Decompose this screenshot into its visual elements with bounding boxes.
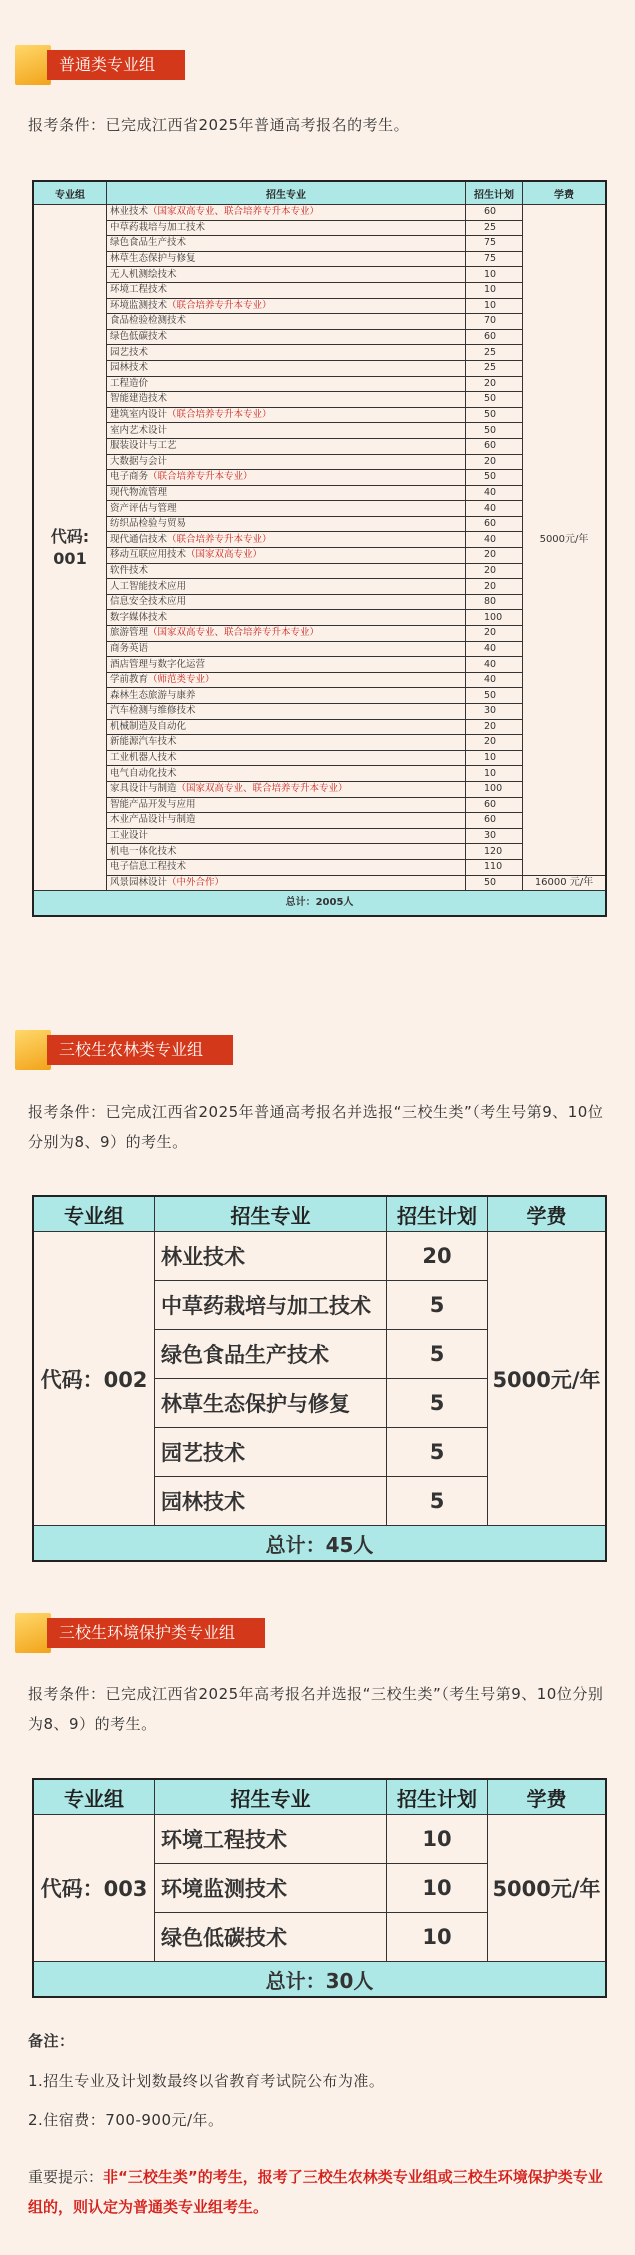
major-cell [107,719,466,735]
major-name: 商务英语 [110,642,149,654]
major-cell [107,844,466,860]
major-name: 绿色食品生产技术 [110,237,187,249]
major-cell [107,454,466,470]
section1-total: 总计：2005人 [33,891,606,917]
quota-cell: 10 [387,1815,488,1864]
table-row [33,704,606,720]
major-cell [107,282,466,298]
section2-total: 总计：45人 [33,1526,606,1562]
major-name: 现代物流管理 [110,486,168,498]
major-cell [107,797,466,813]
quota-cell: 50 [466,470,523,486]
table-row [33,813,606,829]
quota-cell: 40 [466,532,523,548]
table-row [33,470,606,486]
major-cell [107,267,466,283]
major-name: 智能产品开发与应用 [110,798,196,810]
major-name: 纺织品检验与贸易 [110,518,187,530]
major-cell [107,345,466,361]
table-row [33,828,606,844]
major-cell [107,532,466,548]
table-row [33,750,606,766]
quota-cell: 40 [466,657,523,673]
major-name: 无人机测绘技术 [110,268,177,280]
header-group: 专业组 [33,1779,155,1815]
major-name: 人工智能技术应用 [110,580,187,592]
major-note: （国家双高专业） [186,549,263,561]
tip-text: 非“三校生类”的考生，报考了三校生农林类专业组或三校生环境保护类专业组的，则认定为普通类专业组考生。 [28,2168,603,2216]
quota-cell: 20 [466,454,523,470]
major-cell [107,516,466,532]
table-row [33,641,606,657]
major-name: 机电一体化技术 [110,845,177,857]
table-row [33,407,606,423]
table-row [33,236,606,252]
table-row [33,844,606,860]
major-name: 汽车检测与维修技术 [110,705,196,717]
tip-lead: 重要提示： [28,2168,104,2186]
major-cell [107,828,466,844]
table-row [33,610,606,626]
table-row [33,626,606,642]
note-item: 2.住宿费：700-900元/年。 [28,2111,224,2129]
major-cell [107,501,466,517]
section1-table [32,180,607,917]
fee-cell: 16000 元/年 [523,875,607,891]
quota-cell: 100 [466,781,523,797]
quota-cell: 60 [466,438,523,454]
major-name: 酒店管理与数字化运营 [110,658,206,670]
major-name: 电子商务 [110,471,149,483]
quota-cell: 50 [466,423,523,439]
major-cell [107,360,466,376]
table-row [33,220,606,236]
major-cell [107,298,466,314]
table-row [33,392,606,408]
major-name: 大数据与会计 [110,455,168,467]
major-note: （中外合作） [167,876,225,888]
table-row [33,797,606,813]
header-quota: 招生计划 [466,181,523,205]
section2-condition: 报考条件：已完成江西省2025年普通高考报名并选报“三校生类”（考生号第9、10位分别为8、9）的考生。 [28,1103,604,1151]
major-name: 资产评估与管理 [110,502,177,514]
major-name: 森林生态旅游与康养 [110,689,196,701]
table-row [33,376,606,392]
section3-condition: 报考条件：已完成江西省2025年高考报名并选报“三校生类”（考生号第9、10位分别为8、9）的考生。 [28,1685,604,1733]
quota-cell: 25 [466,220,523,236]
quota-cell: 60 [466,813,523,829]
table-row [33,688,606,704]
major-name: 风景园林设计 [110,876,168,888]
major-note: （国家双高专业、联合培养专升本专业） [176,783,348,795]
quota-cell: 20 [466,563,523,579]
quota-cell: 70 [466,314,523,330]
major-name: 软件技术 [110,564,149,576]
major-name: 室内艺术设计 [110,424,168,436]
major-cell: 环境监测技术 [155,1864,387,1913]
quota-cell: 10 [387,1913,488,1962]
quota-cell: 110 [466,859,523,875]
major-cell [107,704,466,720]
quota-cell: 40 [466,501,523,517]
quota-cell: 40 [466,485,523,501]
table-row [33,579,606,595]
quota-cell: 10 [466,267,523,283]
header-group: 专业组 [33,181,107,205]
quota-cell: 5 [387,1428,488,1477]
header-fee: 学费 [523,181,607,205]
quota-cell: 20 [466,735,523,751]
group-code-value: 001 [53,548,87,568]
header-fee: 学费 [488,1779,607,1815]
table-row [33,766,606,782]
major-cell [107,875,466,891]
section3-title: 三校生环境保护类专业组 [47,1618,265,1648]
major-cell [107,766,466,782]
major-note: （联合培养专升本专业） [167,533,272,545]
major-cell [107,813,466,829]
major-cell [107,672,466,688]
section2-table [32,1195,607,1562]
table-row [33,251,606,267]
quota-cell: 100 [466,610,523,626]
notes-title: 备注： [28,2032,75,2050]
major-cell [107,392,466,408]
table-row [33,454,606,470]
quota-cell: 60 [466,329,523,345]
major-cell [107,376,466,392]
table-row [33,423,606,439]
major-cell [107,579,466,595]
major-cell [107,641,466,657]
major-cell [107,563,466,579]
major-name: 园林技术 [110,362,149,374]
group-code-cell: 代码：003 [33,1815,155,1962]
table-row [33,781,606,797]
major-cell [107,251,466,267]
major-cell: 林草生态保护与修复 [155,1379,387,1428]
section-marker-icon [15,45,51,85]
quota-cell: 50 [466,688,523,704]
quota-cell: 10 [466,766,523,782]
table-row [33,438,606,454]
table-row [33,548,606,564]
major-name: 林草生态保护与修复 [110,253,196,265]
major-cell [107,657,466,673]
major-name: 工业机器人技术 [110,752,177,764]
table-row [33,329,606,345]
major-name: 信息安全技术应用 [110,596,187,608]
major-name: 建筑室内设计 [110,409,168,421]
major-name: 绿色低碳技术 [110,331,168,343]
table-row [33,298,606,314]
quota-cell: 60 [466,516,523,532]
quota-cell: 5 [387,1477,488,1526]
section3-total: 总计：30人 [33,1962,606,1998]
table-row [33,672,606,688]
major-note: （联合培养专升本专业） [167,299,272,311]
major-name: 食品检验检测技术 [110,315,187,327]
header-fee: 学费 [488,1196,607,1232]
header-quota: 招生计划 [387,1196,488,1232]
major-note: （师范类专业） [148,674,215,686]
major-cell [107,548,466,564]
quota-cell: 50 [466,875,523,891]
major-cell [107,688,466,704]
header-major: 招生专业 [155,1196,387,1232]
quota-cell: 50 [466,392,523,408]
quota-cell: 5 [387,1379,488,1428]
major-note: （联合培养专升本专业） [167,409,272,421]
table-row [33,657,606,673]
fee-cell: 5000元/年 [523,205,607,876]
major-note: （国家双高专业、联合培养专升本专业） [148,627,320,639]
major-cell [107,485,466,501]
table-row [33,360,606,376]
quota-cell: 5 [387,1281,488,1330]
table-row [33,501,606,517]
major-name: 数字媒体技术 [110,611,168,623]
quota-cell: 10 [387,1864,488,1913]
fee-cell: 5000元/年 [488,1815,607,1962]
group-code-cell [33,205,107,891]
quota-cell: 50 [466,407,523,423]
major-cell: 园林技术 [155,1477,387,1526]
quota-cell: 30 [466,704,523,720]
major-name: 机械制造及自动化 [110,720,187,732]
major-name: 工业设计 [110,830,149,842]
major-note: （联合培养专升本专业） [148,471,253,483]
quota-cell: 40 [466,641,523,657]
header-major: 招生专业 [107,181,466,205]
quota-cell: 60 [466,797,523,813]
table-row [33,516,606,532]
table-row [33,735,606,751]
major-cell [107,407,466,423]
quota-cell: 20 [466,626,523,642]
major-cell [107,610,466,626]
major-name: 中草药栽培与加工技术 [110,221,206,233]
table-row [33,875,606,891]
major-cell [107,438,466,454]
quota-cell: 80 [466,594,523,610]
quota-cell: 20 [466,579,523,595]
major-cell [107,594,466,610]
major-name: 服装设计与工艺 [110,440,177,452]
major-cell [107,626,466,642]
major-name: 学前教育 [110,674,149,686]
table-row [33,314,606,330]
quota-cell: 60 [466,205,523,221]
major-cell [107,314,466,330]
group-code-cell: 代码：002 [33,1232,155,1526]
major-cell [107,329,466,345]
major-name: 新能源汽车技术 [110,736,177,748]
fee-cell: 5000元/年 [488,1232,607,1526]
major-name: 智能建造技术 [110,393,168,405]
table-row [33,719,606,735]
header-quota: 招生计划 [387,1779,488,1815]
section-marker-icon [15,1030,51,1070]
major-cell [107,423,466,439]
table-row [33,594,606,610]
major-cell [107,781,466,797]
major-cell: 中草药栽培与加工技术 [155,1281,387,1330]
section2-title: 三校生农林类专业组 [47,1035,233,1065]
major-name: 电气自动化技术 [110,767,177,779]
major-name: 移动互联应用技术 [110,549,187,561]
major-cell [107,205,466,221]
major-cell: 绿色低碳技术 [155,1913,387,1962]
quota-cell: 10 [466,282,523,298]
section1-condition: 报考条件：已完成江西省2025年普通高考报名的考生。 [28,116,410,134]
quota-cell: 20 [466,548,523,564]
major-name: 林业技术 [110,206,149,218]
major-name: 环境工程技术 [110,284,168,296]
table-row [33,267,606,283]
table-row [33,345,606,361]
major-name: 现代通信技术 [110,533,168,545]
table-row [33,1815,606,1864]
quota-cell: 40 [466,672,523,688]
major-cell: 环境工程技术 [155,1815,387,1864]
major-cell [107,735,466,751]
major-name: 木业产品设计与制造 [110,814,196,826]
table-row [33,1232,606,1281]
section-marker-icon [15,1613,51,1653]
major-note: （国家双高专业、联合培养专升本专业） [148,206,320,218]
major-name: 环境监测技术 [110,299,168,311]
major-cell: 林业技术 [155,1232,387,1281]
table-row [33,532,606,548]
section1-title: 普通类专业组 [47,50,185,80]
quota-cell: 10 [466,750,523,766]
quota-cell: 20 [466,376,523,392]
major-cell [107,220,466,236]
table-row [33,563,606,579]
section3-table [32,1778,607,1998]
quota-cell: 30 [466,828,523,844]
major-name: 园艺技术 [110,346,149,358]
major-cell [107,470,466,486]
important-tip [28,2162,615,2222]
major-name: 工程造价 [110,377,149,389]
table-row [33,485,606,501]
major-name: 电子信息工程技术 [110,861,187,873]
major-cell: 绿色食品生产技术 [155,1330,387,1379]
quota-cell: 25 [466,345,523,361]
quota-cell: 75 [466,236,523,252]
quota-cell: 5 [387,1330,488,1379]
major-cell [107,236,466,252]
quota-cell: 25 [466,360,523,376]
quota-cell: 120 [466,844,523,860]
header-major: 招生专业 [155,1779,387,1815]
quota-cell: 20 [466,719,523,735]
note-item: 1.招生专业及计划数最终以省教育考试院公布为准。 [28,2072,385,2090]
table-row [33,282,606,298]
header-group: 专业组 [33,1196,155,1232]
major-cell [107,859,466,875]
major-name: 家具设计与制造 [110,783,177,795]
major-cell: 园艺技术 [155,1428,387,1477]
major-name: 旅游管理 [110,627,149,639]
table-row [33,205,606,221]
major-cell [107,750,466,766]
quota-cell: 20 [387,1232,488,1281]
group-code-label: 代码: [50,526,90,546]
table-row [33,859,606,875]
quota-cell: 10 [466,298,523,314]
quota-cell: 75 [466,251,523,267]
